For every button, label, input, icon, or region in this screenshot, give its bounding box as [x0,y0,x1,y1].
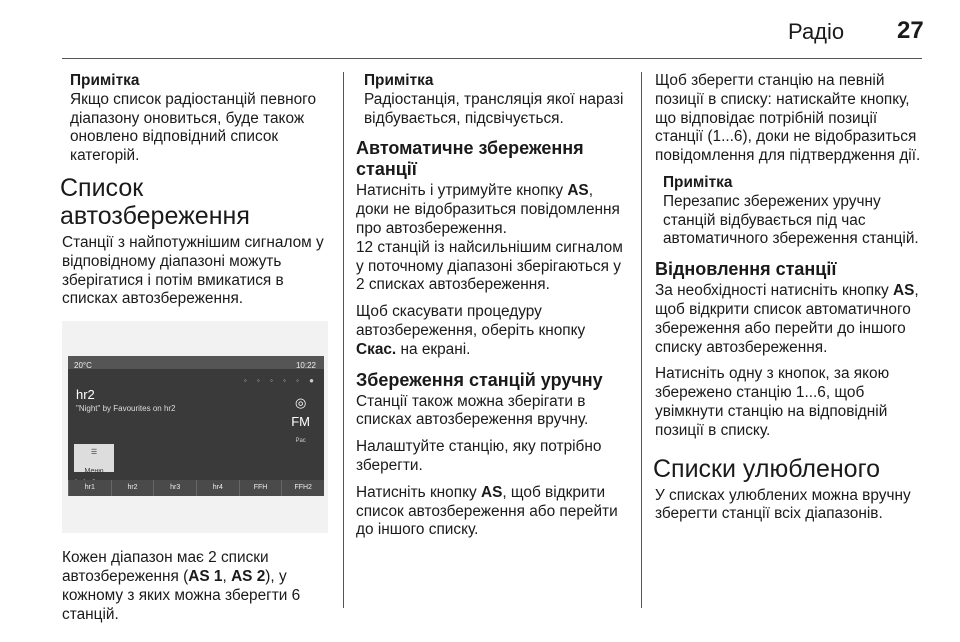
note-text: Якщо список радіостанцій певного діапазону оновиться, буде також оновлено відповідний список категорій. [70,90,317,165]
paragraph [62,549,330,624]
text: За необхідності натисніть кнопку [655,282,893,300]
text: Натисніть кнопку [356,483,481,501]
page-header [0,0,960,62]
button-ref-cancel: Скас. [356,340,397,358]
note-text: Радіостанція, трансляція якої наразі відбувається, підсвічується. [364,90,624,127]
button-ref-as: AS [892,282,915,300]
column-2 [356,72,628,548]
paragraph [356,303,628,359]
note-box [62,72,330,166]
status-icons: ◦ ◦ ◦ ◦ ◦ ● [243,376,318,386]
heading-auto-save: Автоматичне збереження станції [356,138,584,180]
text: , щоб відкрити список автоматичного збереження або перейти до іншого списку автозбереження. [655,282,919,356]
temperature: 20°C [74,361,92,371]
paragraph [356,484,628,540]
preset-4: hr4 [196,480,239,496]
paragraph: Станції з найпотужнішим сигналом у відповідному діапазоні можуть зберігатися і потім вмикатися в списках автозбереження. [62,233,324,308]
button-ref-as1: AS 1 [188,567,223,585]
status-bar [68,356,324,369]
button-ref-as: AS [480,483,503,501]
band-indicator [291,394,310,450]
note-box [356,72,628,128]
menu-label: Меню [84,467,104,475]
heading-autosave-list: Список автозбереження [60,173,250,230]
text: , [222,567,232,585]
radio-icon: ◎ [294,395,307,411]
heading-manual-save: Збереження станцій уручну [356,369,603,390]
menu-button [74,444,114,475]
text: , щоб відкрити список автозбереження або перейти до іншого списку. [356,483,618,539]
clock: 10:22 [295,361,316,371]
preset-bar [68,480,324,496]
paragraph: Натисніть одну з кнопок, за якою збережено станцію 1...6, щоб увімкнути станцію на відповідній позиції в списку. [655,365,890,439]
preset-3: hr3 [153,480,196,496]
menu-icon: ☰ [90,449,98,457]
text: Натисніть і утримуйте кнопку [356,182,568,200]
note-title: Примітка [663,173,733,191]
heading-restore: Відновлення станції [655,259,837,280]
preset-2: hr2 [111,480,154,496]
text: Кожен діапазон має 2 списки автозбереження ( [62,549,269,585]
note-box [655,174,927,249]
column-divider-2 [641,72,642,608]
note-title: Примітка [70,72,140,89]
button-ref-as2: AS 2 [231,567,266,585]
station-text: "Night" by Favourites on hr2 [76,404,176,414]
heading-favourites: Списки улюбленого [653,454,881,483]
preset-5: FFH [239,480,282,496]
station-name: hr2 [76,387,95,403]
text: ), у кожному з яких можна зберегти 6 станцій. [62,567,301,623]
paragraph: Станції також можна зберігати в списках автозбереження вручну. [356,392,589,429]
text: Щоб скасувати процедуру автозбереження, оберіть кнопку [356,303,586,339]
note-text: Перезапис збережених уручну станцій відбувається під час автоматичного збереження станцій. [663,192,919,248]
paragraph: У списках улюблених можна вручну зберегти станції всіх діапазонів. [655,486,911,523]
column-1 [62,72,330,632]
page-number: 27 [897,17,924,44]
text: на екрані. [396,340,471,358]
preset-6: FFH2 [281,480,324,496]
screen-illustration [62,321,328,533]
paragraph: Щоб зберегти станцію на певній позиції в списку: натискайте кнопку, що відповідає потрібній позиції станції (1...6), доки не відобразиться повідомлення для підтвердження дії. [655,72,921,165]
paragraph [356,182,628,238]
band-sub: Pac [295,437,306,444]
header-title: Радіо [788,19,845,44]
paragraph: Налаштуйте станцію, яку потрібно зберегти. [356,438,602,474]
header-rule [62,58,922,59]
note-title: Примітка [364,72,434,89]
button-ref-as: AS [567,182,589,200]
infotainment-screen [68,356,324,496]
preset-1: hr1 [68,480,111,496]
paragraph: 12 станцій із найсильнішим сигналом у поточному діапазоні зберігаються у 2 списках автозбереження. [356,238,623,294]
band-label: FM [291,413,310,429]
column-3 [655,72,927,532]
text: , доки не відобразиться повідомлення про автозбереження. [356,182,620,237]
paragraph [655,282,927,357]
column-divider-1 [343,72,344,608]
